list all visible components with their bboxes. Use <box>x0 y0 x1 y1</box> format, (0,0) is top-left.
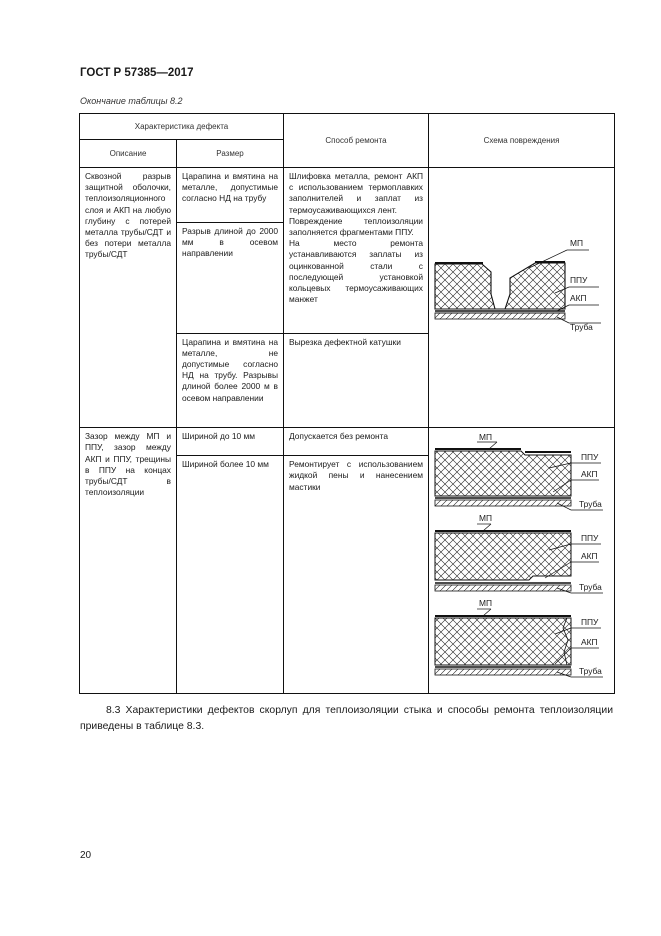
row2-scheme <box>429 428 615 694</box>
label-mp-2: МП <box>479 513 492 524</box>
header-damage-scheme: Схема повреждения <box>429 114 615 168</box>
document-header: ГОСТ Р 57385—2017 <box>80 67 194 79</box>
table-caption: Окончание таблицы 8.2 <box>80 96 183 106</box>
label-mp-3: МП <box>479 598 492 609</box>
row1-method-text-2: Повреждение теплоизоляции заполняется фрагментами ППУ. <box>289 215 423 238</box>
row1-size-1: Царапина и вмятина на металле, допустимые согласно НД на трубу <box>177 168 284 223</box>
label-akp-3: АКП <box>581 637 598 648</box>
pipe-wall <box>435 313 565 319</box>
row1-method-4: Вырезка дефектной катушки <box>284 333 429 428</box>
row2-description: Зазор между МП и ППУ, зазор между АКП и ППУ, трещины в ППУ на концах трубы/СДТ в теплоизоляции <box>80 428 177 694</box>
row1-scheme <box>429 168 615 428</box>
header-repair-method: Способ ремонта <box>284 114 429 168</box>
label-ppu-1: ППУ <box>581 452 599 463</box>
label-akp: АКП <box>570 293 587 303</box>
row1-method-1 <box>284 168 429 334</box>
label-pipe-3: Труба <box>579 666 602 677</box>
row2-size-2: Шириной более 10 мм <box>177 456 284 694</box>
page-number: 20 <box>80 850 92 861</box>
section-paragraph: 8.3 Характеристики дефектов скорлуп для теплоизоляции стыка и способы ремонта теплоизоляции приведены в таблице 8.3. <box>80 705 613 732</box>
row2-method-1: Допускается без ремонта <box>284 428 429 456</box>
scheme-gaps <box>429 428 615 690</box>
label-pipe-2: Труба <box>579 582 602 593</box>
row1-method-text-1: Шлифовка металла, ремонт АКП с использованием термоплавких заполнителей и заплат из термоусаживающихся лент. <box>289 171 423 215</box>
label-akp-2: АКП <box>581 551 598 562</box>
label-ppu-3: ППУ <box>581 617 599 628</box>
label-pipe-1: Труба <box>579 499 602 510</box>
scheme-gap-mp-ppu <box>435 432 603 510</box>
defects-table <box>79 113 615 694</box>
row2-method-2: Ремонтирует с использованием жидкой пены и нанесением мастики <box>284 456 429 694</box>
label-mp-1: МП <box>479 432 492 443</box>
label-ppu: ППУ <box>570 275 588 285</box>
scheme-ppu-cracks <box>435 598 603 677</box>
row1-size-3: Царапина и вмятина на металле, не допустимые согласно НД на трубу. Разрывы длиной более 2000 м в осевом направлении <box>177 333 284 428</box>
row1-size-2: Разрыв длиной до 2000 мм в осевом направлении <box>177 222 284 333</box>
label-mp: МП <box>570 238 583 248</box>
label-pipe: Труба <box>570 322 593 332</box>
label-akp-1: АКП <box>581 469 598 480</box>
scheme-through-break <box>429 168 615 424</box>
row1-method-text-3: На место ремонта устанавливаются заплаты из оцинкованной стали с последующей установкой кольцевых термоусаживающих манжет <box>289 238 423 305</box>
label-ppu-2: ППУ <box>581 533 599 544</box>
header-defect-characteristic: Характеристика дефекта <box>80 114 284 140</box>
scheme-gap-akp-ppu <box>435 513 603 593</box>
ppu-layer <box>435 263 565 309</box>
header-description: Описание <box>80 140 177 168</box>
row1-description: Сквозной разрыв защитной оболочки, теплоизоляционного слоя и АКП на любую глубину с потерей металла трубы/СДТ и без потери металла трубы/СДТ <box>80 168 177 428</box>
row2-size-1: Шириной до 10 мм <box>177 428 284 456</box>
header-size: Размер <box>177 140 284 168</box>
